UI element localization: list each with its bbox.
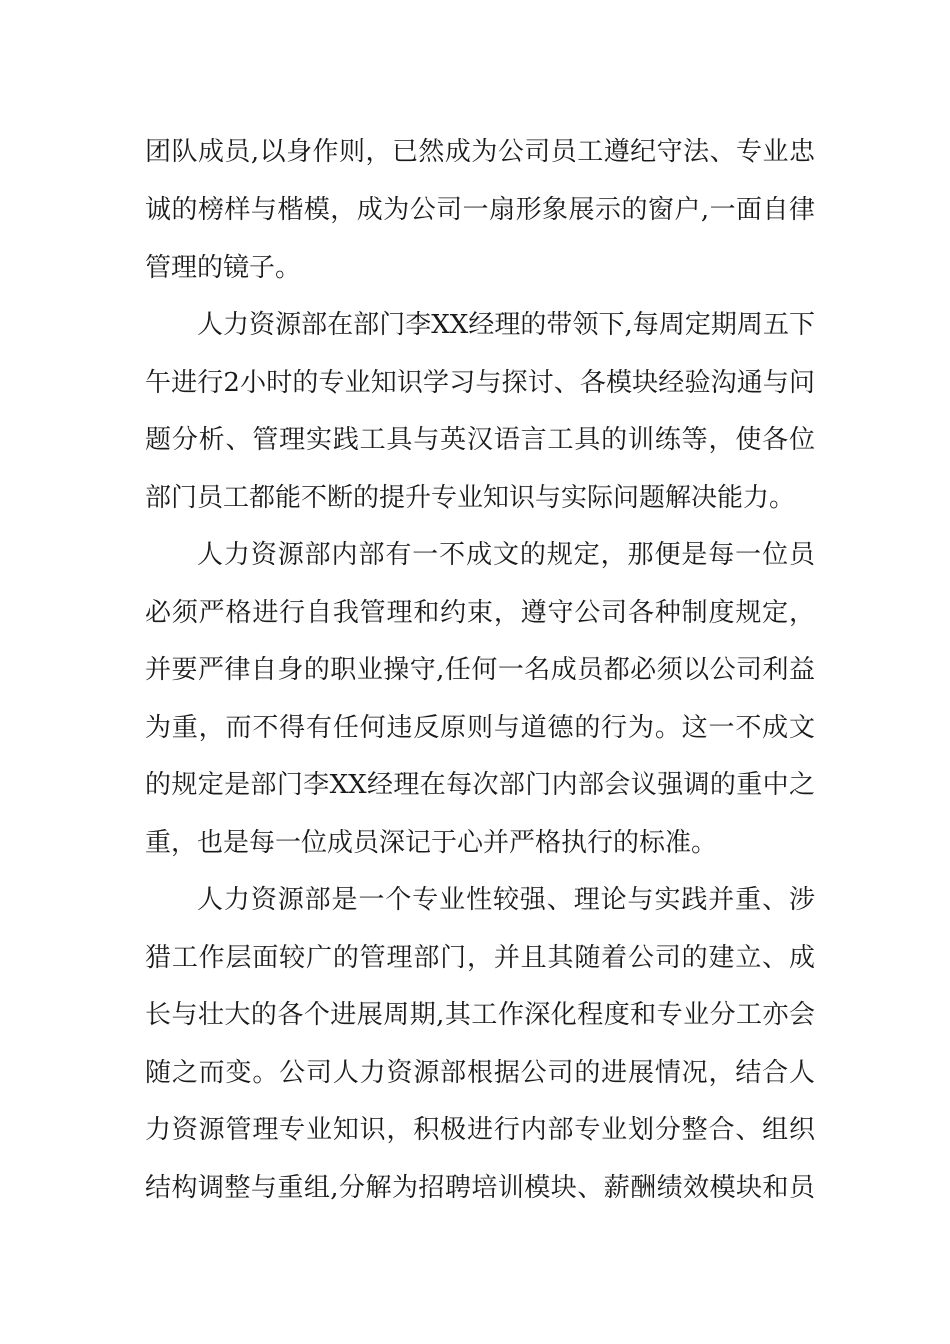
text-line: 长与壮大的各个进展周期,其工作深化程度和专业分工亦会 xyxy=(145,1000,815,1030)
text-line: 为重，而不得有任何违反原则与道德的行为。这一不成文 xyxy=(145,713,815,743)
text-line: 部门员工都能不断的提升专业知识与实际问题解决能力。 xyxy=(145,483,796,513)
text-line: 必须严格进行自我管理和约束，遵守公司各种制度规定， xyxy=(145,598,815,628)
text-line: 人力资源部内部有一不成文的规定，那便是每一位员 xyxy=(197,540,815,570)
text-line: 力资源管理专业知识，积极进行内部专业划分整合、组织 xyxy=(145,1115,815,1145)
text-line: 午进行2小时的专业知识学习与探讨、各模块经验沟通与问 xyxy=(145,368,815,398)
text-line: 并要严律自身的职业操守,任何一名成员都必须以公司利益 xyxy=(145,655,815,685)
text-line: 团队成员,以身作则，已然成为公司员工遵纪守法、专业忠 xyxy=(145,137,815,167)
text-line: 的规定是部门李XX经理在每次部门内部会议强调的重中之 xyxy=(145,770,815,800)
text-line: 重，也是每一位成员深记于心并严格执行的标准。 xyxy=(145,828,718,858)
text-line: 人力资源部在部门李XX经理的带领下,每周定期周五下 xyxy=(197,310,815,340)
text-line: 诚的榜样与楷模，成为公司一扇形象展示的窗户,一面自律 xyxy=(145,195,815,225)
text-line: 人力资源部是一个专业性较强、理论与实践并重、涉 xyxy=(197,885,815,915)
text-line: 结构调整与重组,分解为招聘培训模块、薪酬绩效模块和员 xyxy=(145,1173,815,1203)
text-line: 随之而变。公司人力资源部根据公司的进展情况，结合人 xyxy=(145,1058,815,1088)
text-line: 猎工作层面较广的管理部门，并且其随着公司的建立、成 xyxy=(145,943,815,973)
text-line: 管理的镜子。 xyxy=(145,253,302,283)
text-line: 题分析、管理实践工具与英汉语言工具的训练等，使各位 xyxy=(145,425,815,455)
